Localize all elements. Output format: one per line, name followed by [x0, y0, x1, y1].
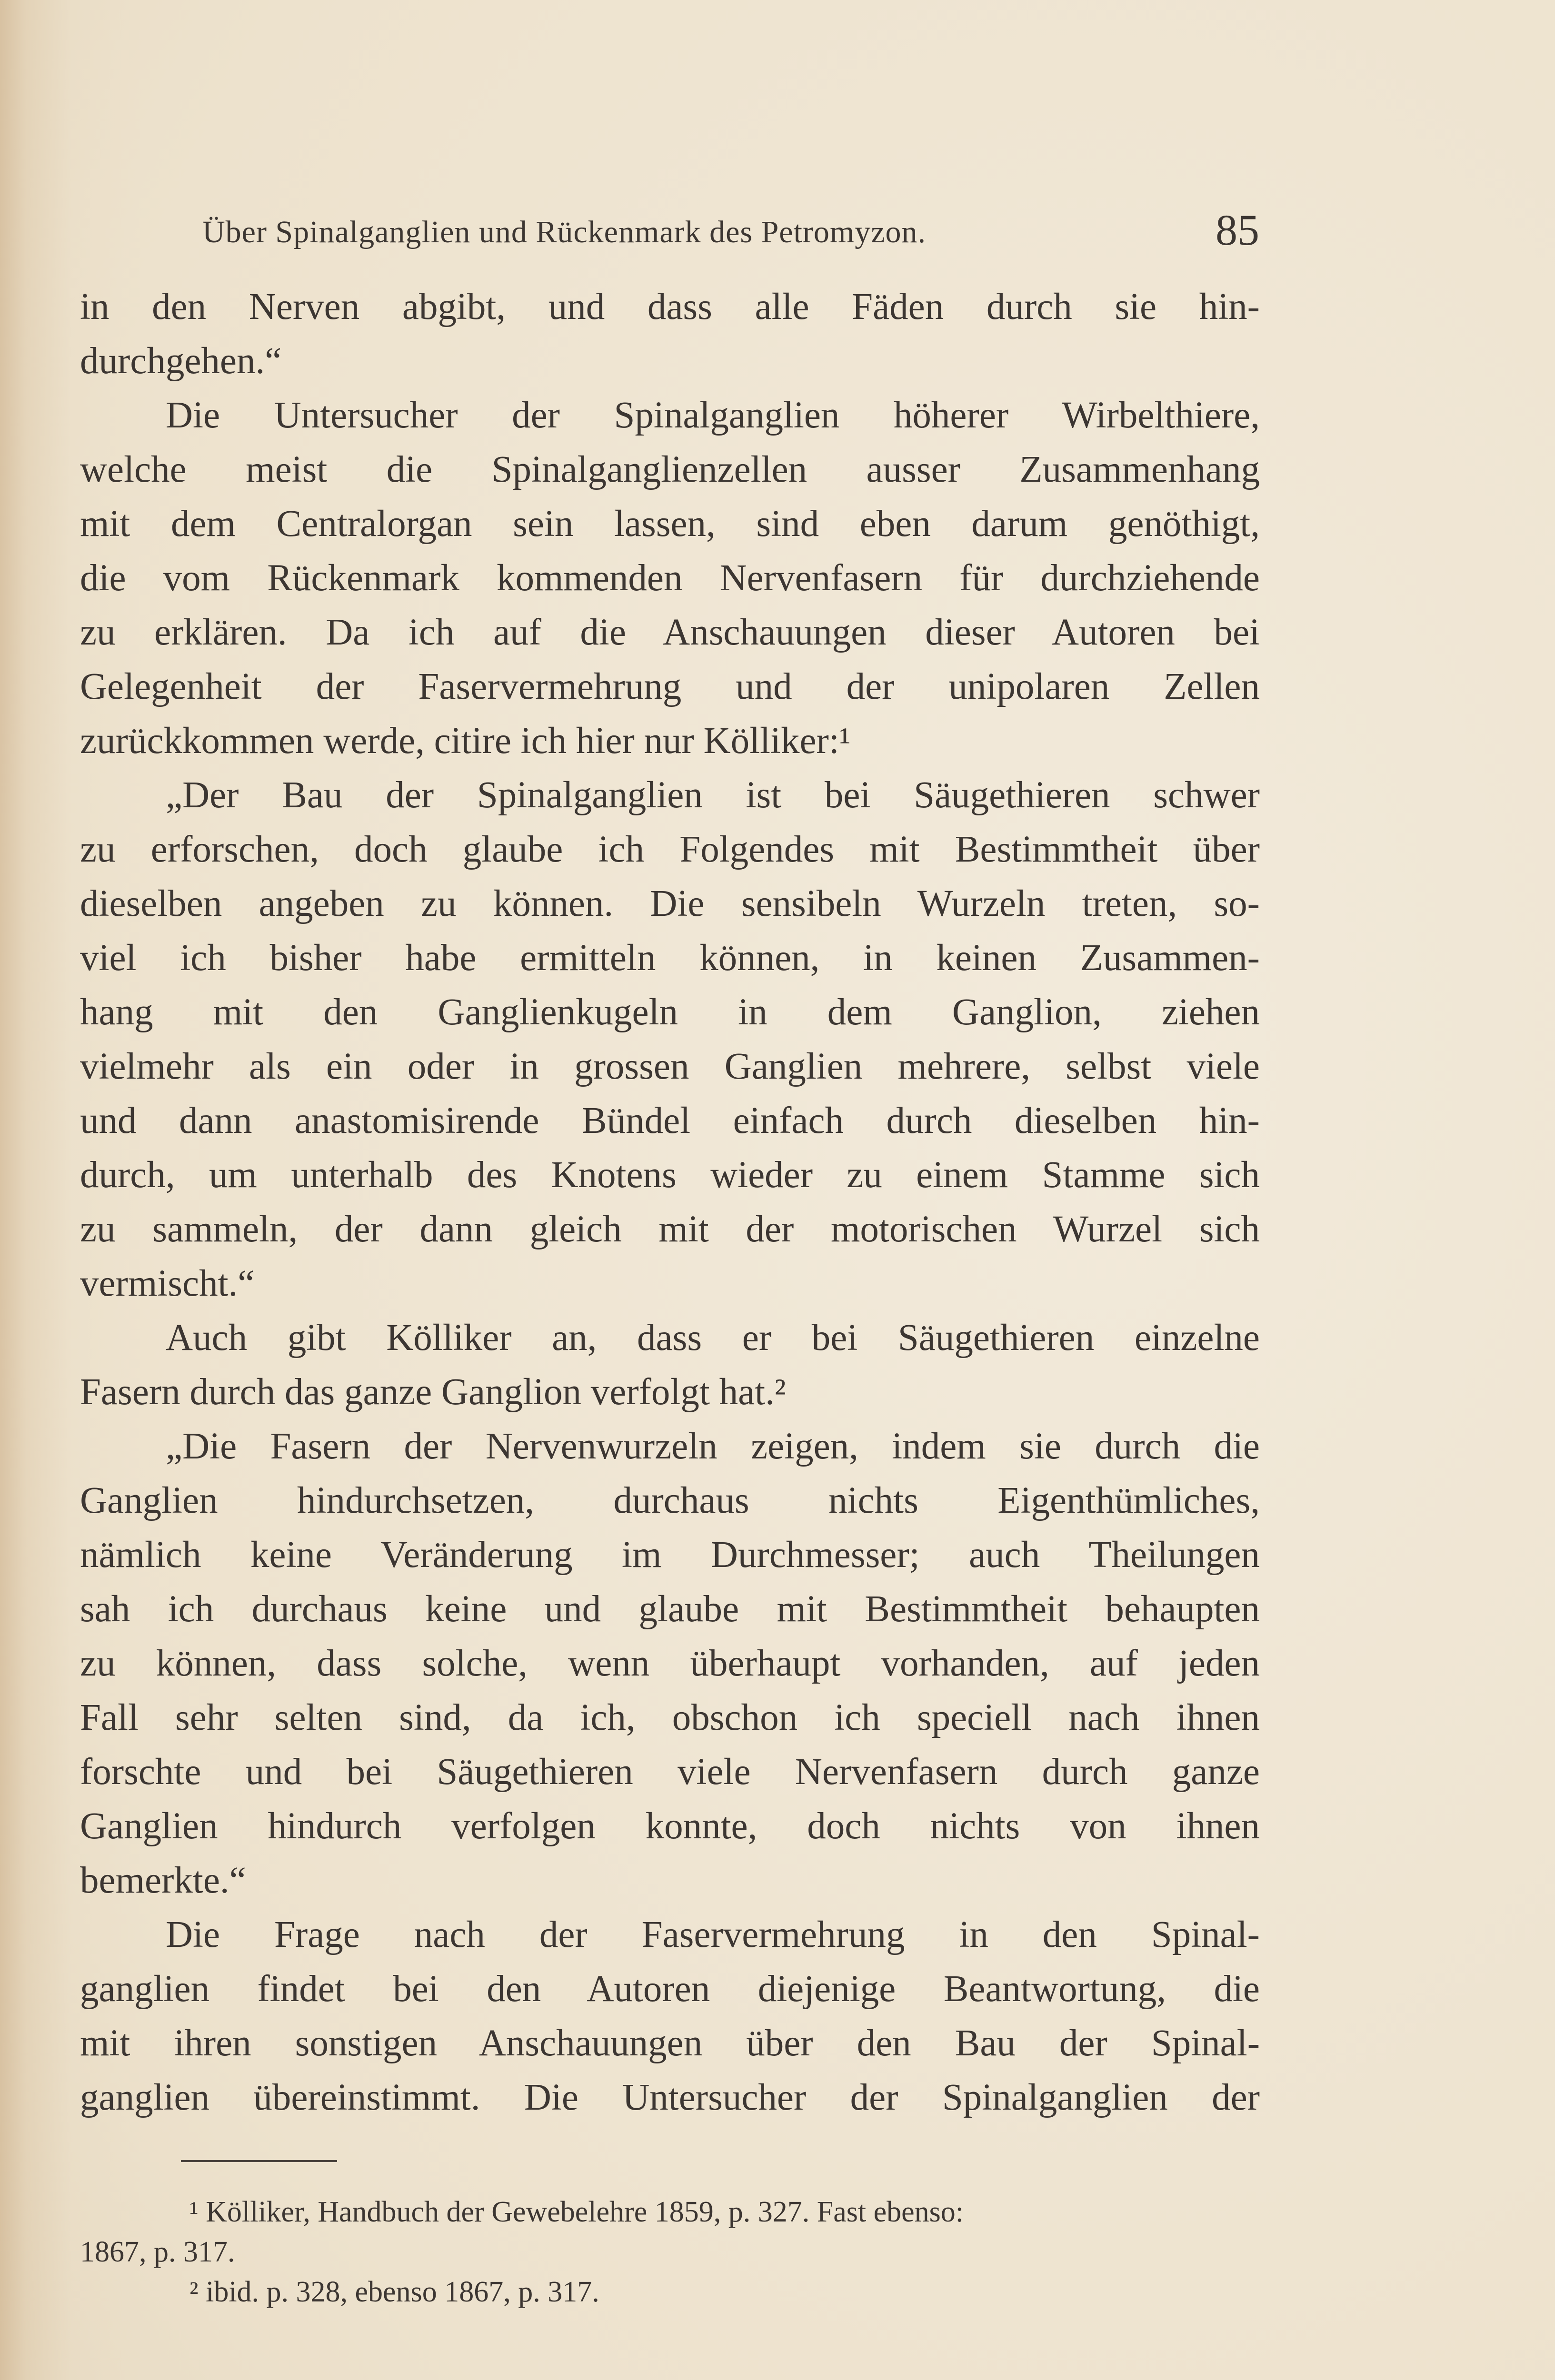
- text-line: mit dem Centralorgan sein lassen, sind eben darum genöthigt,: [80, 503, 1260, 545]
- body-text: [80, 280, 1260, 2125]
- text-line: durchgehen.“: [80, 340, 282, 382]
- text-line: die vom Rückenmark kommenden Nervenfasern für durchziehende: [80, 557, 1260, 599]
- text-line: zu erklären. Da ich auf die Anschauungen dieser Autoren bei: [80, 612, 1260, 653]
- text-line: Ganglien hindurch verfolgen konnte, doch nichts von ihnen: [80, 1805, 1260, 1847]
- text-line: mit ihren sonstigen Anschauungen über den Bau der Spinal-: [80, 2023, 1260, 2064]
- text-line: zu erforschen, doch glaube ich Folgendes mit Bestimmtheit über: [80, 829, 1260, 870]
- text-line: und dann anastomisirende Bündel einfach durch dieselben hin-: [80, 1100, 1260, 1141]
- text-line: zu können, dass solche, wenn überhaupt vorhanden, auf jeden: [80, 1643, 1260, 1684]
- text-line: ganglien übereinstimmt. Die Untersucher der Spinalganglien der: [80, 2077, 1260, 2118]
- footnote-line: ¹ Kölliker, Handbuch der Gewebelehre 1859, p. 327. Fast ebenso:: [189, 2196, 964, 2228]
- text-line: Die Untersucher der Spinalganglien höherer Wirbelthiere,: [166, 395, 1260, 436]
- text-line: vielmehr als ein oder in grossen Ganglien mehrere, selbst viele: [80, 1046, 1260, 1087]
- text-line: vermischt.“: [80, 1263, 255, 1304]
- text-line: Ganglien hindurchsetzen, durchaus nichts Eigenthümliches,: [80, 1480, 1260, 1521]
- text-line: Fall sehr selten sind, da ich, obschon ich speciell nach ihnen: [80, 1697, 1260, 1738]
- running-title: Über Spinalganglien und Rückenmark des Petromyzon.: [202, 215, 927, 249]
- text-line: ganglien findet bei den Autoren diejenige Beantwortung, die: [80, 1968, 1260, 2010]
- text-line: „Die Fasern der Nervenwurzeln zeigen, indem sie durch die: [166, 1426, 1260, 1467]
- text-line: nämlich keine Veränderung im Durchmesser; auch Theilungen: [80, 1534, 1260, 1576]
- footnote-line: ² ibid. p. 328, ebenso 1867, p. 317.: [189, 2276, 599, 2308]
- text-line: Die Frage nach der Faservermehrung in den Spinal-: [166, 1914, 1260, 1955]
- text-line: welche meist die Spinalganglienzellen ausser Zusammenhang: [80, 449, 1260, 490]
- text-line: Fasern durch das ganze Ganglion verfolgt hat.²: [80, 1371, 786, 1413]
- text-line: Gelegenheit der Faservermehrung und der unipolaren Zellen: [80, 666, 1260, 707]
- text-line: in den Nerven abgibt, und dass alle Fäden durch sie hin-: [80, 286, 1260, 327]
- footnote-divider: [181, 2160, 337, 2162]
- text-line: viel ich bisher habe ermitteln können, in keinen Zusammen-: [80, 937, 1260, 979]
- text-line: bemerkte.“: [80, 1860, 246, 1901]
- text-line: Auch gibt Kölliker an, dass er bei Säugethieren einzelne: [166, 1317, 1260, 1359]
- text-line: dieselben angeben zu können. Die sensibeln Wurzeln treten, so-: [80, 883, 1260, 924]
- text-line: „Der Bau der Spinalganglien ist bei Säugethieren schwer: [166, 774, 1260, 816]
- text-line: zu sammeln, der dann gleich mit der motorischen Wurzel sich: [80, 1209, 1260, 1250]
- text-line: hang mit den Ganglienkugeln in dem Ganglion, ziehen: [80, 992, 1260, 1033]
- footnote-line: 1867, p. 317.: [80, 2236, 235, 2268]
- text-line: sah ich durchaus keine und glaube mit Bestimmtheit behaupten: [80, 1588, 1260, 1630]
- footnotes: [80, 2192, 1260, 2312]
- page-header: [202, 205, 1259, 262]
- page-number: 85: [1216, 206, 1259, 254]
- text-line: zurückkommen werde, citire ich hier nur Kölliker:¹: [80, 720, 851, 762]
- text-line: durch, um unterhalb des Knotens wieder zu einem Stamme sich: [80, 1154, 1260, 1196]
- text-line: forschte und bei Säugethieren viele Nervenfasern durch ganze: [80, 1751, 1260, 1793]
